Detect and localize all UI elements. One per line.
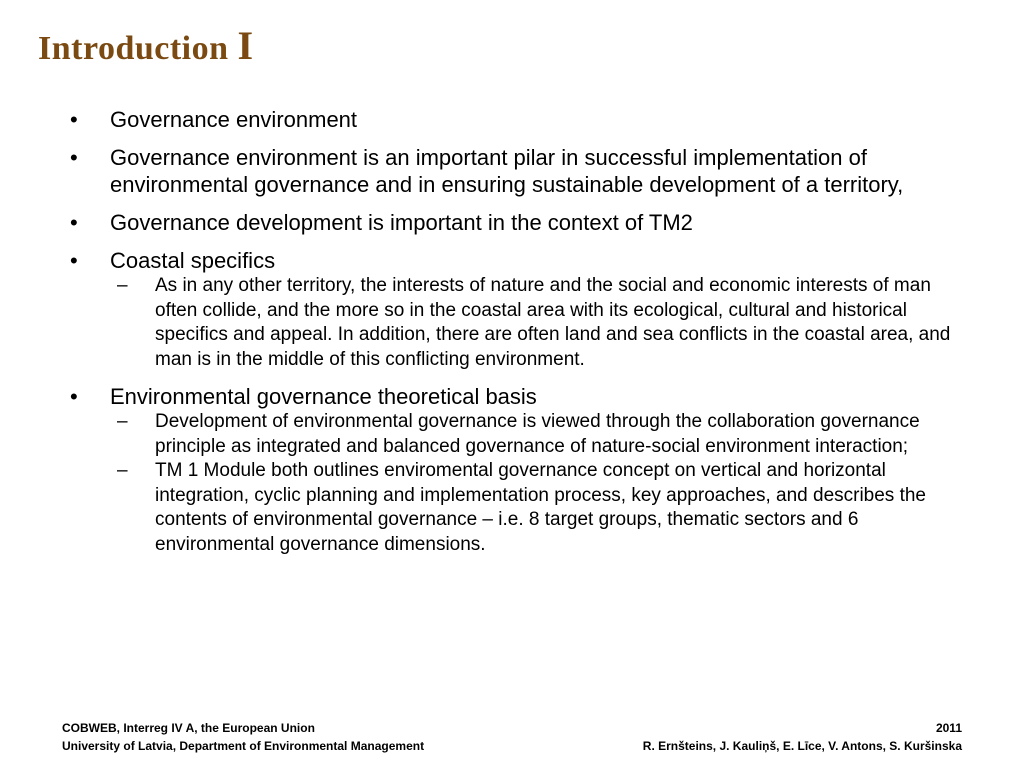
bullet-group xyxy=(70,247,970,372)
footer-project: COBWEB, Interreg IV A, the European Union xyxy=(62,721,315,735)
dash-icon: – xyxy=(117,275,128,296)
slide-title-text: Introduction xyxy=(38,30,229,67)
sub-bullet-text: As in any other territory, the interests of nature and the social and economic interests of man often collide, and the more so in the coastal area with its ecological, cultural and historical specifics and appeal. In addition, there are often land and sea conflicts in the coastal area, and man is in the middle of this conflicting environment. xyxy=(155,275,951,370)
slide-title xyxy=(38,22,254,69)
footer-right xyxy=(643,719,962,755)
sub-bullet-item xyxy=(70,274,970,372)
slide-title-numeral: I xyxy=(237,23,254,68)
slide-footer xyxy=(62,719,962,755)
dash-icon: – xyxy=(117,411,128,432)
bullet-icon: • xyxy=(70,107,78,132)
footer-year: 2011 xyxy=(935,721,962,735)
bullet-group xyxy=(70,383,970,557)
bullet-text: Governance environment xyxy=(110,107,358,132)
footer-left xyxy=(62,719,424,755)
footer-authors: R. Ernšteins, J. Kauliņš, E. Līce, V. Antons, S. Kuršinska xyxy=(642,739,962,753)
bullet-icon: • xyxy=(70,210,78,235)
bullet-item xyxy=(70,144,970,198)
bullet-item xyxy=(70,383,970,410)
footer-institution: University of Latvia, Department of Environmental Management xyxy=(62,739,425,753)
bullet-icon: • xyxy=(70,384,78,409)
bullet-text: Governance environment is an important pilar in successful implementation of environmental governance and in ensuring sustainable development of a territory, xyxy=(110,145,904,197)
bullet-item xyxy=(70,106,970,133)
sub-bullet-item xyxy=(70,410,970,459)
bullet-text: Coastal specifics xyxy=(110,248,276,273)
sub-bullet-item xyxy=(70,459,970,557)
bullet-item xyxy=(70,209,970,236)
bullet-text: Environmental governance theoretical basis xyxy=(110,384,537,409)
dash-icon: – xyxy=(117,460,128,481)
bullet-item xyxy=(70,247,970,274)
sub-bullet-text: TM 1 Module both outlines enviromental governance concept on vertical and horizontal integration, cyclic planning and implementation process, key approaches, and describes the contents of environmental governance – i.e. 8 target groups, thematic sectors and 6 environmental governance dimensions. xyxy=(155,460,927,555)
bullet-text: Governance development is important in the context of TM2 xyxy=(110,210,693,235)
bullet-list xyxy=(70,106,970,568)
bullet-icon: • xyxy=(70,248,78,273)
bullet-icon: • xyxy=(70,145,78,170)
sub-bullet-text: Development of environmental governance is viewed through the collaboration governance principle as integrated and balanced governance of nature-social environment interaction; xyxy=(155,411,920,457)
